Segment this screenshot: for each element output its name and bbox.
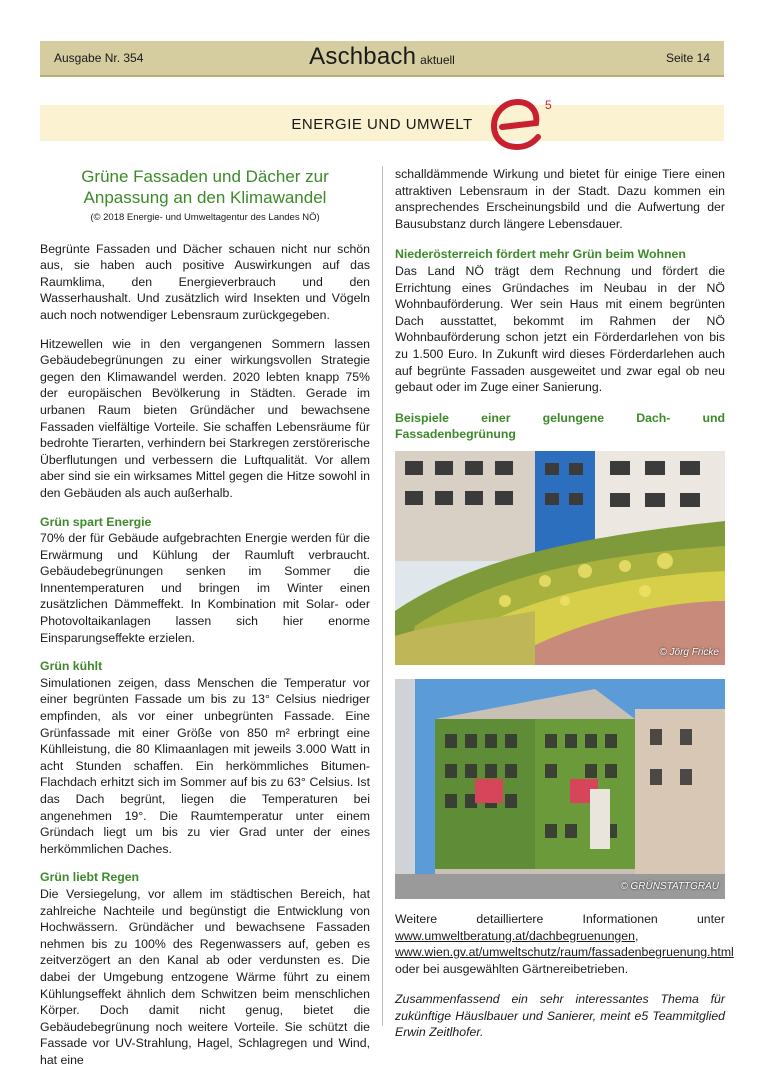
section-title: ENERGIE UND UMWELT xyxy=(291,116,473,133)
green-facade-image xyxy=(395,679,725,899)
paragraph-noe: Das Land NÖ trägt dem Rechnung und fördert die Errichtung eines Gründaches im Neubau in der NÖ Wohnbauförderung. Wer sein Haus mit einem begrünten Dach ausstattet, bekommt im Rahmen der NÖ Wohnbauförderung schon jetzt ein Förderdarlehen von bis zu 1.500 Euro. In Zukunft wird dieses Förderdarlehen auch auf begrünte Fassaden ausgeweitet und zwar egal ob neu gebaut oder im Zuge einer Sanierung. xyxy=(395,263,725,395)
info-paragraph xyxy=(395,911,734,977)
masthead-subtitle: aktuell xyxy=(420,53,455,67)
photo-credit: © Jörg Fricke xyxy=(659,647,719,659)
section-banner xyxy=(40,98,724,141)
intro-paragraph: Hitzewellen wie in den vergangenen Sommern lassen Gebäudebegrünungen zu einer wirkungsvollen Strategie gegen den Klimawandel werden. 2020 lebten knapp 75% der europäischen Bevölkerung in Städten. Gerade im urbanen Raum bieten Gründächer und bewachsene Fassaden vielfältige Vorteile. Sie schaffen Lebensräume für bedrohte Tierarten, verhindern bei Starkregen zerstörerische Überflutungen und verbessern die Luftqualität. Vor allem aber sind sie ein wirksames Mittel gegen die Hitze sowohl in den Gebäuden als auch außerhalb. xyxy=(40,336,370,500)
subheading-energie: Grün spart Energie xyxy=(40,514,152,529)
subheading-regen: Grün liebt Regen xyxy=(40,870,140,885)
logo-exponent: 5 xyxy=(545,98,552,112)
masthead xyxy=(40,43,724,71)
photo-credit: © GRÜNSTATTGRAU xyxy=(620,881,719,893)
green-facade-photo xyxy=(395,679,725,899)
article-copyright: (© 2018 Energie- und Umweltagentur des Landes NÖ) xyxy=(90,212,320,223)
page-number: Seite 14 xyxy=(665,51,710,65)
issue-number: Ausgabe Nr. 354 xyxy=(54,51,144,65)
masthead-title: Aschbach xyxy=(309,43,417,70)
column-divider xyxy=(382,166,383,1026)
green-roof-photo xyxy=(395,451,725,665)
info-text: Weitere detailliertere Informationen unter xyxy=(395,911,725,926)
intro-paragraph: Begrünte Fassaden und Dächer schauen nicht nur schön aus, sie haben auch positive Auswirkungen auf das Raumklima, den Energieverbrauch und den Wasserhaushalt. Und zusätzlich wird Insekten und Vögeln auch noch notwendiger Lebensraum zurückgegeben. xyxy=(40,241,370,322)
e5-logo-icon xyxy=(480,93,560,151)
summary-paragraph: Zusammenfassend ein sehr interessantes Thema für zukünftige Häuslbauer und Sanierer, meint e5 Teammitglied Erwin Zeitlhofer. xyxy=(395,992,725,1040)
paragraph-regen: Die Versiegelung, vor allem im städtischen Bereich, hat zahlreiche Nachteile und begünstigt die Entwicklung von Hochwässern. Gründächer und bewachsene Fassaden nehmen bis zu 100% des Regenwassers auf, geben es zeitverzögert an den Kanal ab oder verdunsten es. Die dabei der Umgebung entzogene Wärme führt zu einem Kühlungseffekt ähnlich dem Schwitzen beim menschlichen Körper. Doch damit nicht genug, bietet die Gebäudebegrünung noch weitere Vorteile. Sie schützt die Fassade vor UV-Strahlung, Hagel, Schlagregen und Wind, hat eine xyxy=(40,886,370,1067)
subheading-beispiele: Beispiele einer gelungene Dach- und Fassadenbegrünung xyxy=(395,410,725,442)
paragraph-kuehlt: Simulationen zeigen, dass Menschen die Temperatur vor einer begrünten Fassade um bis zu 13° Celsius niedriger empfinden, als vor einer unbegrünten Fassade. Eine Grünfassade mit einer Größe von 850 m² erbringt eine Kühlleistung, die 80 Klimaanlagen mit jeweils 3.000 Watt in acht Stunden schaffen. Ein herkömmliches Bitumen-Flachdach erhitzt sich im Sommer auf bis zu 63° Celsius. Ist das Dach begrünt, liegen die Temperaturen bei angenehmen 19°. Die Raumtemperatur unter einem Gründach liegt um bis zu vier Grad unter der eines herkömmlichen Daches. xyxy=(40,675,370,856)
green-roof-image xyxy=(395,451,725,665)
info-text: , xyxy=(634,928,639,943)
right-column xyxy=(395,166,734,1055)
link-wien-fassadenbegruenung[interactable]: www.wien.gv.at/umweltschutz/raum/fassadenbegruenung.html xyxy=(395,945,734,960)
article-title-line: Anpassung an den Klimawandel xyxy=(83,188,327,207)
subheading-kuehlt: Grün kühlt xyxy=(40,659,103,674)
link-umweltberatung[interactable]: www.umweltberatung.at/dachbegruenungen xyxy=(395,928,635,943)
paragraph-energie: 70% der für Gebäude aufgebrachten Energie werden für die Erwärmung und Kühlung der Raumluft verbraucht. Gebäudebegrünungen senken im Sommer die Innentemperaturen und bringen im Winter einen zusätzlichen Dämmeffekt. In Kombination mit Solar- oder Photovoltaikanlagen lassen sich hier enorme Einsparungseffekte erzielen. xyxy=(40,531,370,645)
page-header xyxy=(40,41,724,77)
article-title xyxy=(40,166,370,208)
paragraph-continued: schalldämmende Wirkung und bietet für einige Tiere einen attraktiven Lebensraum in der Stadt. Dazu kommen ein ansprechendes Erscheinungsbild und die Aufwertung der Bausubstanz durch längere Lebensdauer. xyxy=(395,167,725,231)
subheading-noe: Niederösterreich fördert mehr Grün beim Wohnen xyxy=(395,247,686,262)
left-column xyxy=(40,166,370,1081)
article-title-line: Grüne Fassaden und Dächer zur xyxy=(81,167,329,186)
info-text: oder bei ausgewählten Gärtnereibetrieben. xyxy=(395,961,629,976)
